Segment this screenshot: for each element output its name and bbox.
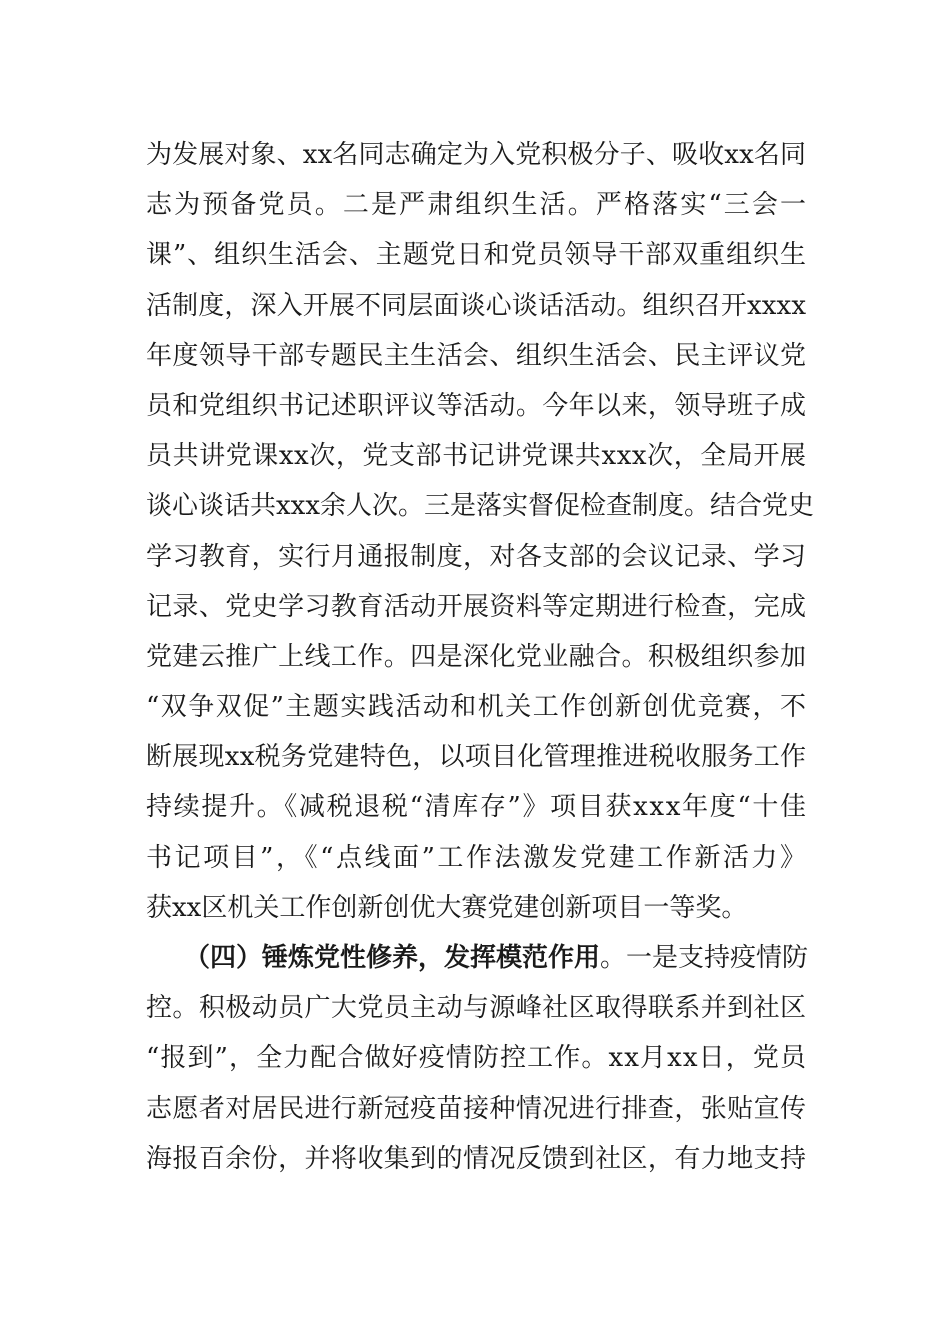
paragraph-line bbox=[146, 782, 806, 832]
line-text: 持续提升。《减税退税“清库存”》项目获xxx年度“十佳 bbox=[146, 792, 808, 823]
line-text: 党建云推广上线工作。四是深化党业融合。积极组织参加 bbox=[146, 641, 807, 672]
paragraph-line bbox=[146, 582, 806, 632]
paragraph-line bbox=[146, 381, 806, 431]
paragraph-line bbox=[146, 532, 806, 582]
line-text: 控。积极动员广大党员主动与源峰社区取得联系并到社区 bbox=[146, 993, 807, 1024]
document-body bbox=[146, 130, 814, 1184]
line-text: 学习教育，实行月通报制度，对各支部的会议记录、学习 bbox=[146, 541, 807, 572]
paragraph-line bbox=[146, 632, 806, 682]
paragraph-line bbox=[146, 230, 806, 280]
paragraph-line bbox=[146, 431, 806, 481]
section-heading-rest: 。一是支持疫情防 bbox=[600, 943, 809, 973]
line-text: “报到”，全力配合做好疫情防控工作。xx月xx日，党员 bbox=[146, 1043, 808, 1074]
line-text: 海报百余份，并将收集到的情况反馈到社区，有力地支持 bbox=[146, 1143, 807, 1174]
paragraph-line bbox=[146, 682, 806, 732]
paragraph-line bbox=[146, 1033, 806, 1083]
section-heading: （四）锤炼党性修养，发挥模范作用 bbox=[184, 943, 601, 973]
line-text: 为发展对象、xx名同志确定为入党积极分子、吸收xx名同 bbox=[146, 140, 807, 170]
line-text: “双争双促”主题实践活动和机关工作创新创优竞赛，不 bbox=[146, 692, 808, 723]
line-text: 谈心谈话共xxx余人次。三是落实督促检查制度。结合党史 bbox=[146, 491, 814, 522]
line-text: 年度领导干部专题民主生活会、组织生活会、民主评议党 bbox=[146, 340, 807, 371]
paragraph-line bbox=[146, 1134, 806, 1184]
paragraph-line bbox=[146, 331, 806, 381]
line-text: 课”、组织生活会、主题党日和党员领导干部双重组织生 bbox=[146, 240, 807, 271]
line-text: 书记项目”，《“点线面”工作法激发党建工作新活力》 bbox=[146, 842, 809, 873]
line-text: 员和党组织书记述职评议等活动。今年以来，领导班子成 bbox=[146, 390, 807, 421]
line-text: 员共讲党课xx次，党支部书记讲党课共xxx次，全局开展 bbox=[146, 441, 807, 472]
paragraph-line bbox=[146, 983, 806, 1033]
paragraph-line bbox=[146, 281, 806, 331]
section-heading-line bbox=[146, 933, 809, 983]
line-text: 志为预备党员。二是严肃组织生活。严格落实“三会一 bbox=[146, 190, 809, 221]
line-text: 断展现xx税务党建特色，以项目化管理推进税收服务工作 bbox=[146, 742, 807, 773]
line-text: 活制度，深入开展不同层面谈心谈话活动。组织召开xxxx bbox=[146, 290, 807, 321]
paragraph-line bbox=[146, 481, 814, 531]
paragraph-line bbox=[146, 732, 806, 782]
paragraph-line bbox=[146, 1084, 806, 1134]
paragraph-line bbox=[146, 130, 806, 180]
paragraph-line bbox=[146, 833, 809, 883]
paragraph-line bbox=[146, 883, 806, 933]
line-text: 记录、党史学习教育活动开展资料等定期进行检查，完成 bbox=[146, 591, 807, 622]
paragraph-line bbox=[146, 180, 809, 230]
line-text: 获xx区机关工作创新创优大赛党建创新项目一等奖。 bbox=[146, 892, 748, 923]
line-text: 志愿者对居民进行新冠疫苗接种情况进行排查，张贴宣传 bbox=[146, 1093, 807, 1124]
